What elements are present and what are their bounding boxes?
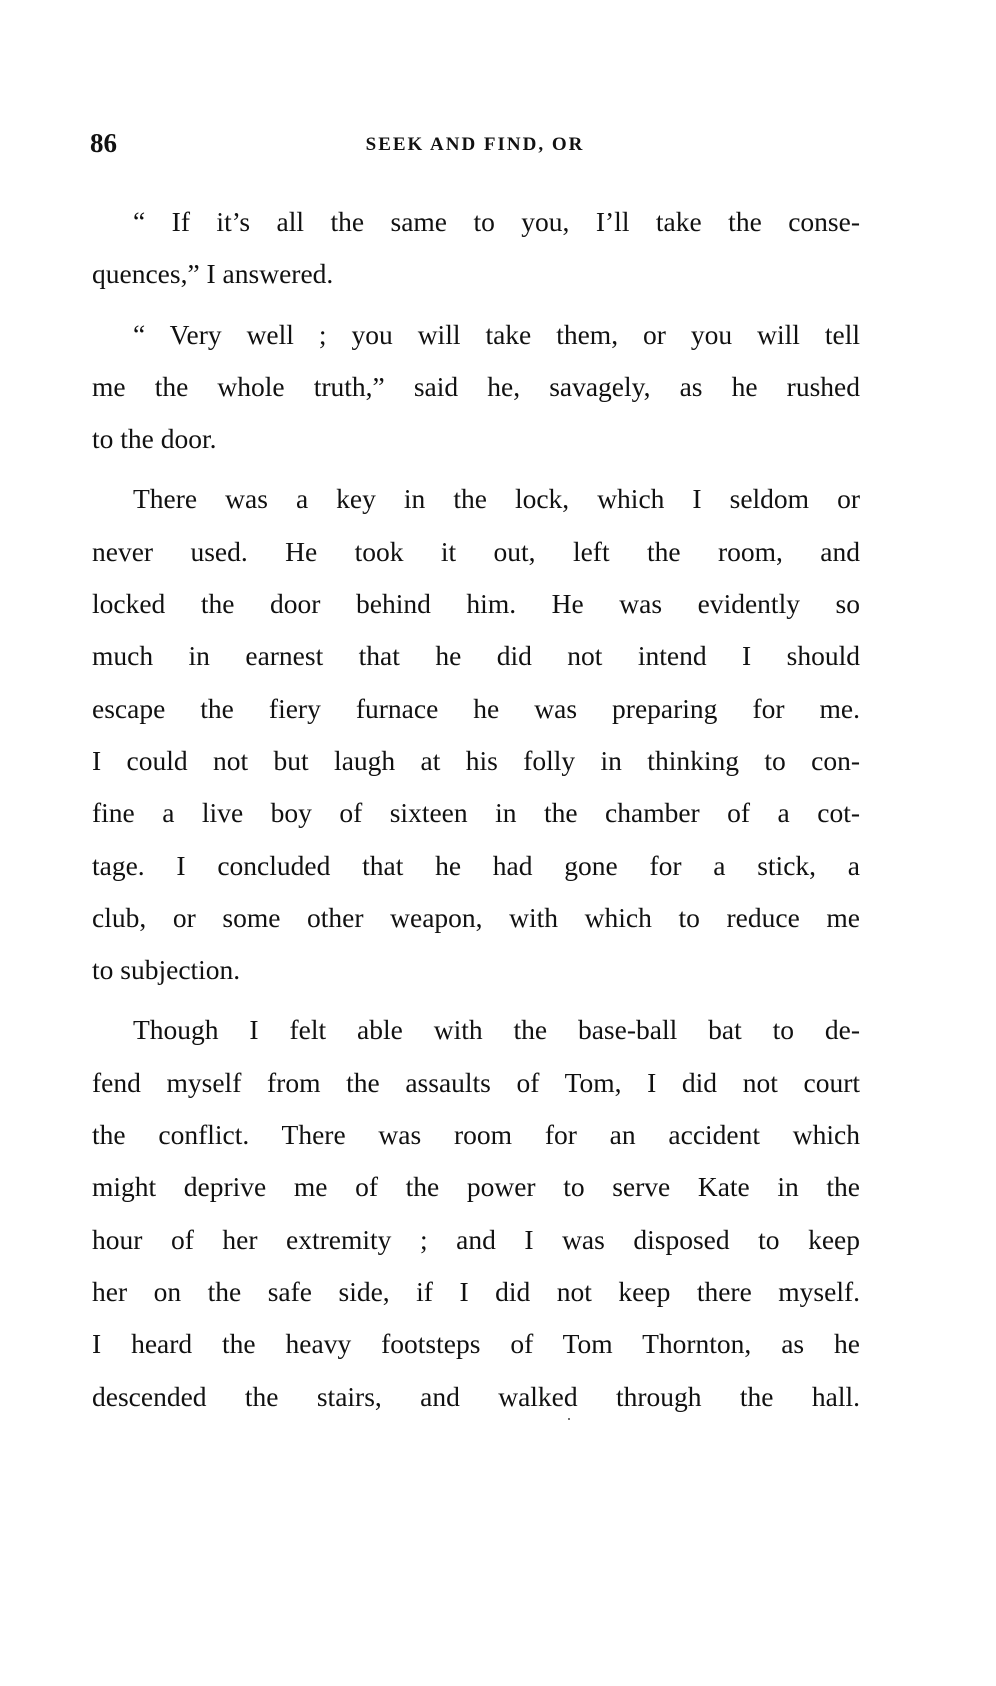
- running-title: SEEK AND FIND, OR: [365, 134, 585, 155]
- text-line: much in earnest that he did not intend I should: [92, 640, 860, 672]
- text-line: “ If it’s all the same to you, I’ll take the conse-: [133, 206, 860, 237]
- text-line: I heard the heavy footsteps of Tom Thornton, as he: [92, 1328, 860, 1360]
- text-line: club, or some other weapon, with which to reduce me: [92, 901, 860, 933]
- text-line: quences,” I answered.: [92, 258, 334, 290]
- paragraph: [92, 473, 860, 996]
- text-line: Though I felt able with the base-ball bat to de-: [133, 1014, 860, 1046]
- text-line: fend myself from the assaults of Tom, I did not court: [92, 1066, 860, 1098]
- text-line: escape the fiery furnace he was preparing for me.: [92, 692, 860, 724]
- print-speck: [568, 1418, 570, 1420]
- text-line: might deprive me of the power to serve Kate in the: [92, 1171, 860, 1203]
- text-line: the conflict. There was room for an accident which: [92, 1119, 860, 1151]
- text-line: to the door.: [92, 423, 217, 455]
- text-line: to subjection.: [92, 954, 241, 986]
- body-text: [92, 196, 860, 1423]
- page-number: 86: [90, 128, 117, 158]
- text-line: descended the stairs, and walked through the hall.: [92, 1380, 860, 1412]
- text-line: her on the safe side, if I did not keep there myself.: [92, 1275, 860, 1307]
- text-line: tage. I concluded that he had gone for a stick, a: [92, 849, 860, 881]
- paragraph: [92, 196, 860, 301]
- text-line: “ Very well ; you will take them, or you will tell: [133, 318, 860, 350]
- text-line: locked the door behind him. He was evidently so: [92, 588, 860, 620]
- paragraph: [92, 309, 860, 466]
- text-line: never used. He took it out, left the room, and: [92, 535, 860, 567]
- text-line: hour of her extremity ; and I was disposed to keep: [92, 1223, 860, 1255]
- text-line: There was a key in the lock, which I seldom or: [133, 483, 860, 515]
- page-header: [90, 128, 860, 168]
- text-line: fine a live boy of sixteen in the chamber of a cot-: [92, 797, 860, 829]
- paragraph: [92, 1004, 860, 1422]
- text-line: I could not but laugh at his folly in thinking to con-: [92, 744, 860, 776]
- text-line: me the whole truth,” said he, savagely, as he rushed: [92, 370, 860, 402]
